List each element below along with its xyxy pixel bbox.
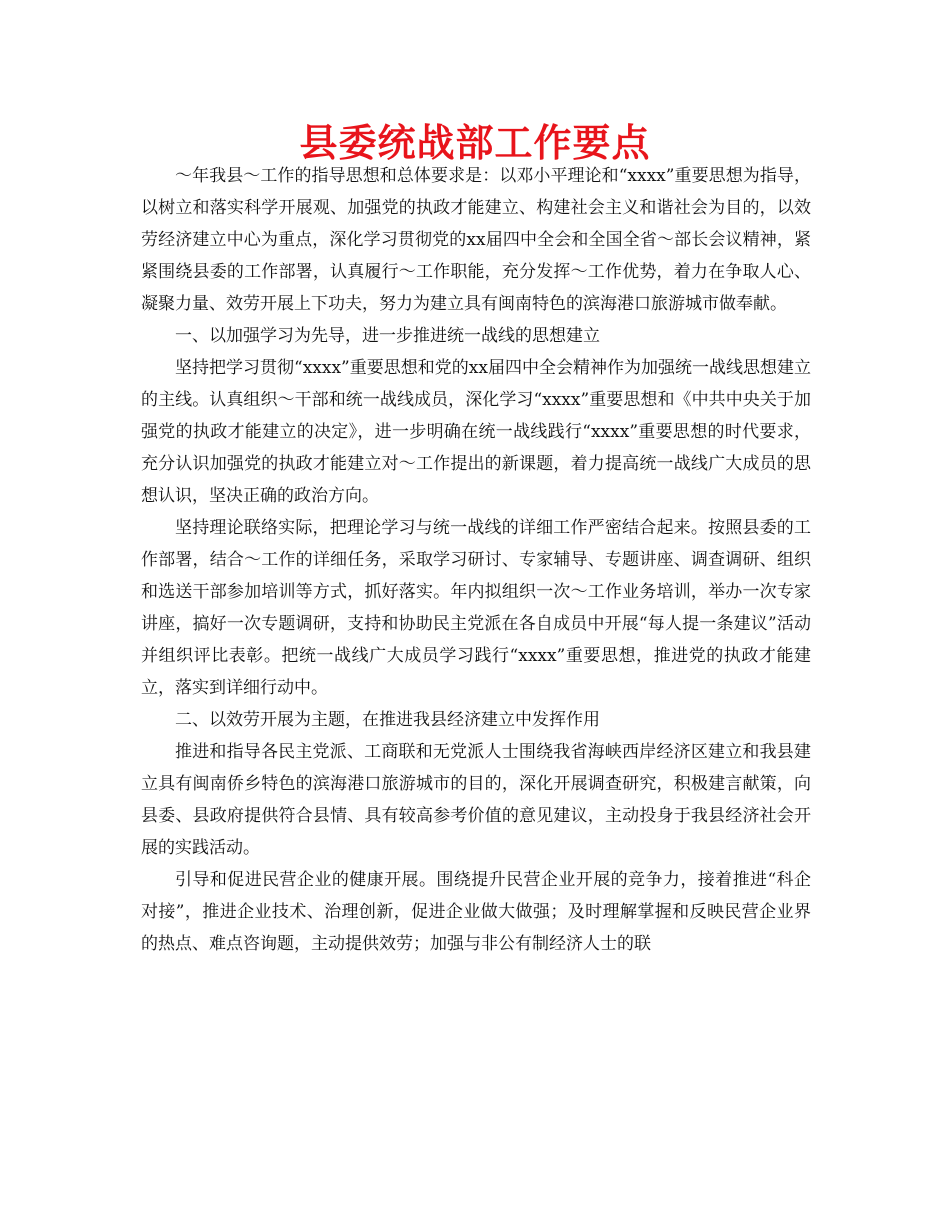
document-title: 县委统战部工作要点 bbox=[299, 121, 651, 165]
section-heading-2: 二、以效劳开展为主题，在推进我县经济建立中发挥作用 bbox=[175, 710, 600, 730]
paragraph-intro: ～年我县～工作的指导思想和总体要求是：以邓小平理论和“xxxx”重要思想为指导，以树立和落实科学开展观、加强党的执政才能建立、构建社会主义和谐社会为目的，以效劳经济建立中心为重点，深化学习贯彻党的xx届四中全会和全国全省～部长会议精神，紧紧围绕县委的工作部署，认真履行～工作职能，充分发挥～工作优势，着力在争取人心、凝聚力量、效劳开展上下功夫，努力为建立具有闽南特色的滨海港口旅游城市做奉献。 bbox=[141, 166, 811, 314]
section-heading-1: 一、以加强学习为先导，进一步推进统一战线的思想建立 bbox=[175, 326, 600, 346]
paragraph: 坚持理论联络实际，把理论学习与统一战线的详细工作严密结合起来。按照县委的工作部署，结合～工作的详细任务，采取学习研讨、专家辅导、专题讲座、调查调研、组织和选送干部参加培训等方式，抓好落实。年内拟组织一次～工作业务培训，举办一次专家讲座，搞好一次专题调研，支持和协助民主党派在各自成员中开展“每人提一条建议”活动并组织评比表彰。把统一战线广大成员学习践行“xxxx”重要思想，推进党的执政才能建立，落实到详细行动中。 bbox=[141, 518, 811, 698]
paragraph: 引导和促进民营企业的健康开展。围绕提升民营企业开展的竞争力，接着推进“科企对接”，推进企业技术、治理创新，促进企业做大做强；及时理解掌握和反映民营企业界的热点、难点咨询题，主动提供效劳；加强与非公有制经济人士的联 bbox=[141, 870, 811, 954]
paragraph: 推进和指导各民主党派、工商联和无党派人士围绕我省海峡西岸经济区建立和我县建立具有闽南侨乡特色的滨海港口旅游城市的目的，深化开展调查研究，积极建言献策，向县委、县政府提供符合县情、具有较高参考价值的意见建议，主动投身于我县经济社会开展的实践活动。 bbox=[141, 742, 811, 858]
document-body bbox=[141, 160, 811, 960]
paragraph: 坚持把学习贯彻“xxxx”重要思想和党的xx届四中全会精神作为加强统一战线思想建立的主线。认真组织～干部和统一战线成员，深化学习“xxxx”重要思想和《中共中央关于加强党的执政才能建立的决定》，进一步明确在统一战线践行“xxxx”重要思想的时代要求，充分认识加强党的执政才能建立对～工作提出的新课题，着力提高统一战线广大成员的思想认识，坚决正确的政治方向。 bbox=[141, 358, 811, 506]
